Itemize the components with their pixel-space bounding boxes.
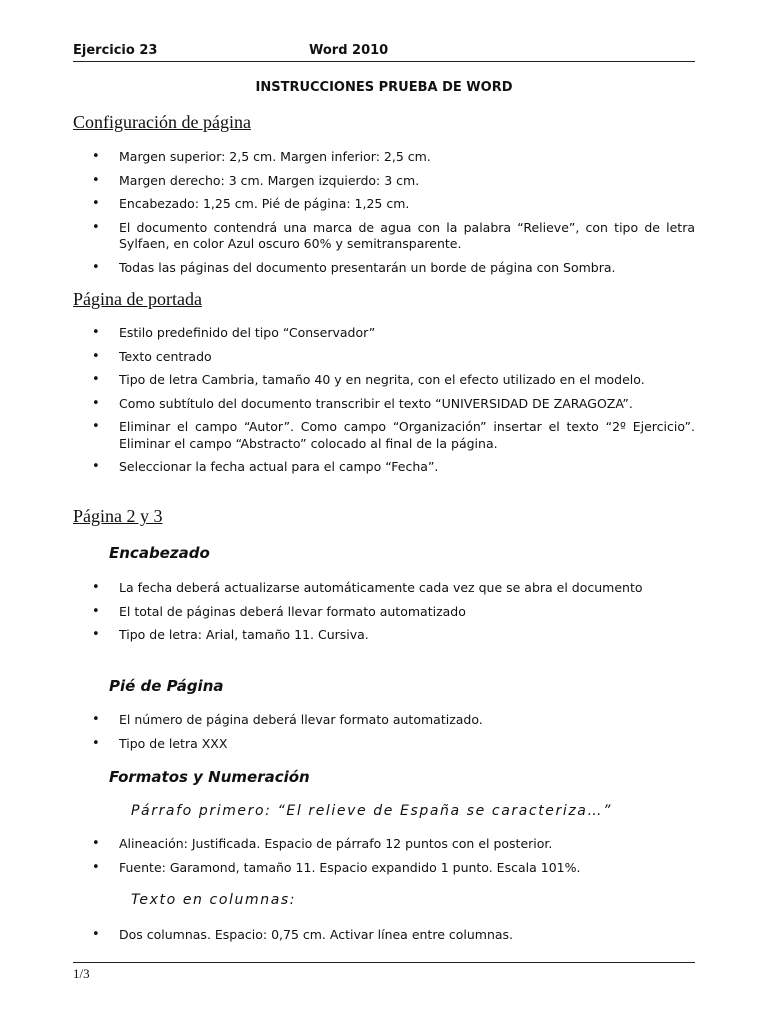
list-pie-de-pagina xyxy=(73,712,695,759)
heading-texto-columnas: Texto en columnas: xyxy=(131,892,297,908)
list-item: • Fuente: Garamond, tamaño 11. Espacio expandido 1 punto. Escala 101%. xyxy=(73,860,695,877)
list-portada xyxy=(73,325,695,483)
list-encabezado xyxy=(73,580,695,651)
document-title: INSTRUCCIONES PRUEBA DE WORD xyxy=(255,80,513,95)
page-number: 1/3 xyxy=(73,966,90,981)
heading-pie-de-pagina: Pié de Página xyxy=(109,677,224,695)
list-item: • Tipo de letra XXX xyxy=(73,736,695,753)
list-parrafo-primero xyxy=(73,836,695,883)
footer-divider xyxy=(73,962,695,963)
list-configuracion xyxy=(73,149,695,283)
list-texto-columnas xyxy=(73,927,695,951)
list-item: • El número de página deberá llevar formato automatizado. xyxy=(73,712,695,729)
heading-encabezado: Encabezado xyxy=(109,544,210,562)
list-item: • El documento contendrá una marca de agua con la palabra “Relieve”, con tipo de letra Sylfaen, en color Azul oscuro 60% y semitransparente. xyxy=(73,220,695,253)
list-item: • Encabezado: 1,25 cm. Pié de página: 1,25 cm. xyxy=(73,196,695,213)
list-item: • Margen derecho: 3 cm. Margen izquierdo: 3 cm. xyxy=(73,173,695,190)
heading-pagina-2-3: Página 2 y 3 xyxy=(73,506,163,526)
list-item: • Dos columnas. Espacio: 0,75 cm. Activar línea entre columnas. xyxy=(73,927,695,944)
heading-configuracion: Configuración de página xyxy=(73,112,251,132)
list-item: • El total de páginas deberá llevar formato automatizado xyxy=(73,604,695,621)
heading-parrafo-primero: Párrafo primero: “El relieve de España se caracteriza…” xyxy=(131,803,612,819)
list-item: • Tipo de letra: Arial, tamaño 11. Cursiva. xyxy=(73,627,695,644)
list-item: • Todas las páginas del documento presentarán un borde de página con Sombra. xyxy=(73,260,695,277)
list-item: • Eliminar el campo “Autor”. Como campo “Organización” insertar el texto “2º Ejercicio”. Eliminar el campo “Abstracto” colocado al final de la página. xyxy=(73,419,695,452)
list-item: • Margen superior: 2,5 cm. Margen inferior: 2,5 cm. xyxy=(73,149,695,166)
heading-formatos: Formatos y Numeración xyxy=(109,768,310,786)
list-item: • Estilo predefinido del tipo “Conservador” xyxy=(73,325,695,342)
list-item: • Como subtítulo del documento transcribir el texto “UNIVERSIDAD DE ZARAGOZA”. xyxy=(73,396,695,413)
list-item: • Alineación: Justificada. Espacio de párrafo 12 puntos con el posterior. xyxy=(73,836,695,853)
page-header xyxy=(73,43,695,62)
list-item: • Tipo de letra Cambria, tamaño 40 y en negrita, con el efecto utilizado en el modelo. xyxy=(73,372,695,389)
list-item: • Texto centrado xyxy=(73,349,695,366)
header-exercise: Ejercicio 23 xyxy=(73,43,158,58)
list-item: • La fecha deberá actualizarse automáticamente cada vez que se abra el documento xyxy=(73,580,695,597)
heading-portada: Página de portada xyxy=(73,289,202,309)
header-app: Word 2010 xyxy=(309,43,389,58)
list-item: • Seleccionar la fecha actual para el campo “Fecha”. xyxy=(73,459,695,476)
